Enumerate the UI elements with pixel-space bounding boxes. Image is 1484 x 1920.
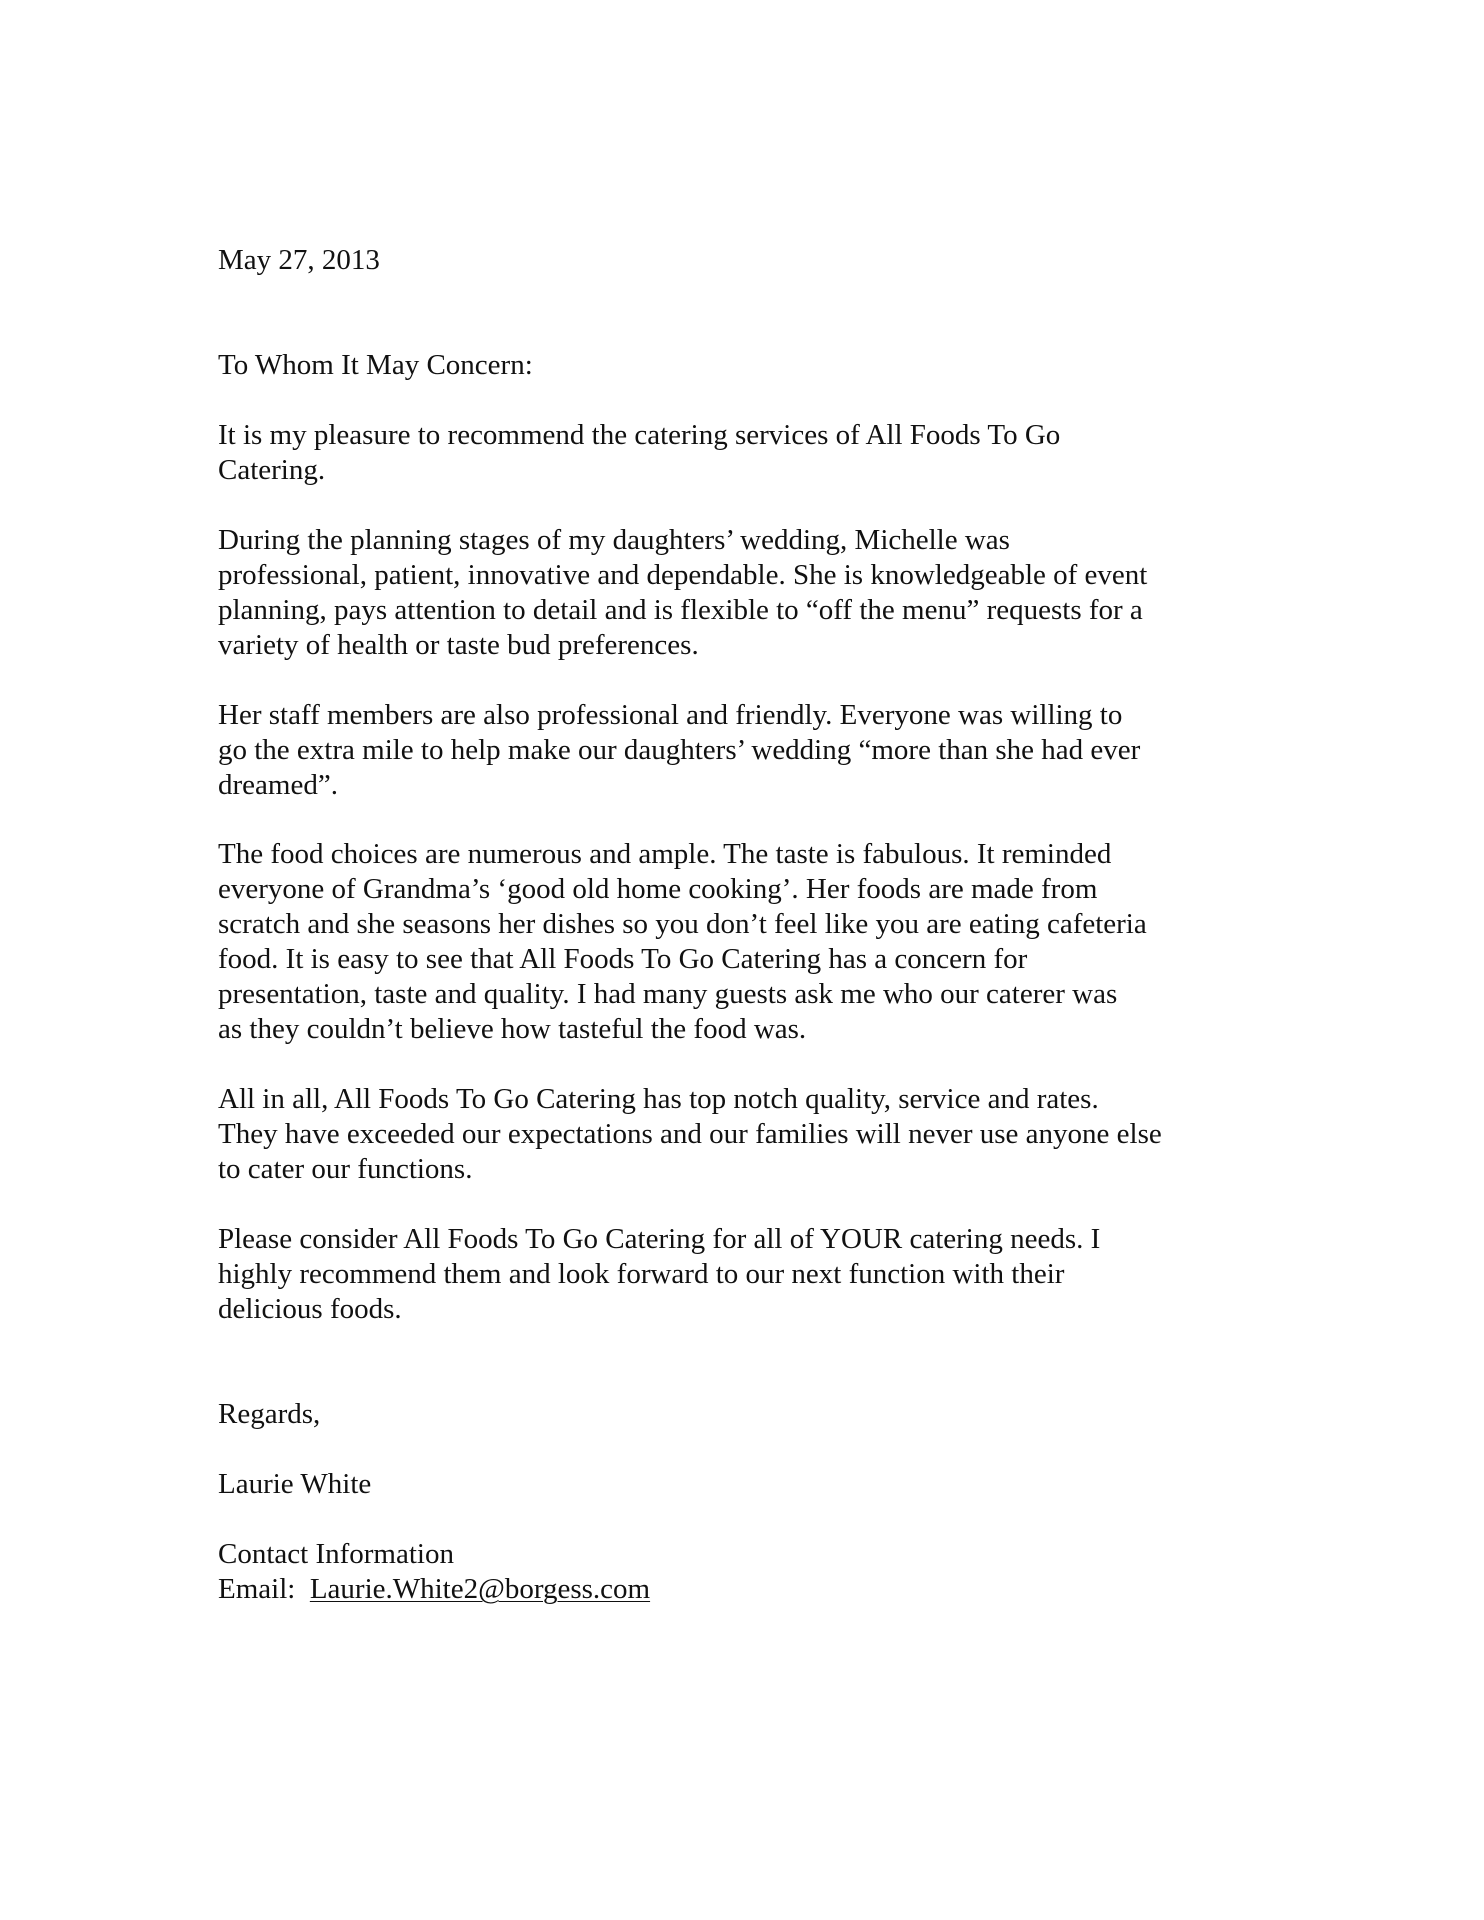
- contact-heading: Contact Information: [218, 1538, 454, 1570]
- paragraph-line: They have exceeded our expectations and our families will never use anyone else: [218, 1118, 1162, 1150]
- letter-date: [218, 243, 1278, 278]
- date-line: May 27, 2013: [218, 244, 380, 276]
- paragraph-line: During the planning stages of my daughters’ wedding, Michelle was: [218, 524, 1010, 556]
- paragraph-line: It is my pleasure to recommend the catering services of All Foods To Go: [218, 419, 1061, 451]
- email-label: Email:: [218, 1573, 310, 1605]
- paragraph-1: [218, 418, 1278, 488]
- contact-information: [218, 1537, 1278, 1607]
- paragraph-line: everyone of Grandma’s ‘good old home cooking’. Her foods are made from: [218, 873, 1098, 905]
- paragraph-line: variety of health or taste bud preferences.: [218, 629, 699, 661]
- paragraph-line: to cater our functions.: [218, 1153, 473, 1185]
- paragraph-line: All in all, All Foods To Go Catering has top notch quality, service and rates.: [218, 1083, 1099, 1115]
- paragraph-line: food. It is easy to see that All Foods To Go Catering has a concern for: [218, 943, 1028, 975]
- paragraph-3: [218, 698, 1278, 803]
- paragraph-line: planning, pays attention to detail and is flexible to “off the menu” requests for a: [218, 594, 1143, 626]
- paragraph-2: [218, 523, 1278, 663]
- paragraph-line: delicious foods.: [218, 1293, 402, 1325]
- letter-salutation: [218, 348, 1278, 383]
- paragraph-line: Catering.: [218, 454, 326, 486]
- email-link[interactable]: Laurie.White2@borgess.com: [309, 1573, 651, 1605]
- closing-line: Regards,: [218, 1398, 321, 1430]
- paragraph-line: go the extra mile to help make our daughters’ wedding “more than she had ever: [218, 734, 1141, 766]
- contact-email-line: [218, 1572, 1278, 1607]
- paragraph-5: [218, 1082, 1278, 1187]
- paragraph-line: Her staff members are also professional and friendly. Everyone was willing to: [218, 699, 1123, 731]
- paragraph-6: [218, 1222, 1278, 1327]
- paragraph-line: scratch and she seasons her dishes so you don’t feel like you are eating cafeteria: [218, 908, 1147, 940]
- salutation-line: To Whom It May Concern:: [218, 349, 533, 381]
- paragraph-line: dreamed”.: [218, 769, 338, 801]
- paragraph-line: professional, patient, innovative and dependable. She is knowledgeable of event: [218, 559, 1148, 591]
- paragraph-line: Please consider All Foods To Go Catering for all of YOUR catering needs. I: [218, 1223, 1101, 1255]
- paragraph-line: presentation, taste and quality. I had many guests ask me who our caterer was: [218, 978, 1118, 1010]
- signature-name: [218, 1467, 1278, 1502]
- paragraph-line: as they couldn’t believe how tasteful the food was.: [218, 1013, 807, 1045]
- letter-page: [218, 0, 1278, 1920]
- signature-line: Laurie White: [218, 1468, 372, 1500]
- paragraph-4: [218, 837, 1278, 1047]
- paragraph-line: The food choices are numerous and ample. The taste is fabulous. It reminded: [218, 838, 1112, 870]
- letter-closing: [218, 1397, 1278, 1432]
- paragraph-line: highly recommend them and look forward to our next function with their: [218, 1258, 1065, 1290]
